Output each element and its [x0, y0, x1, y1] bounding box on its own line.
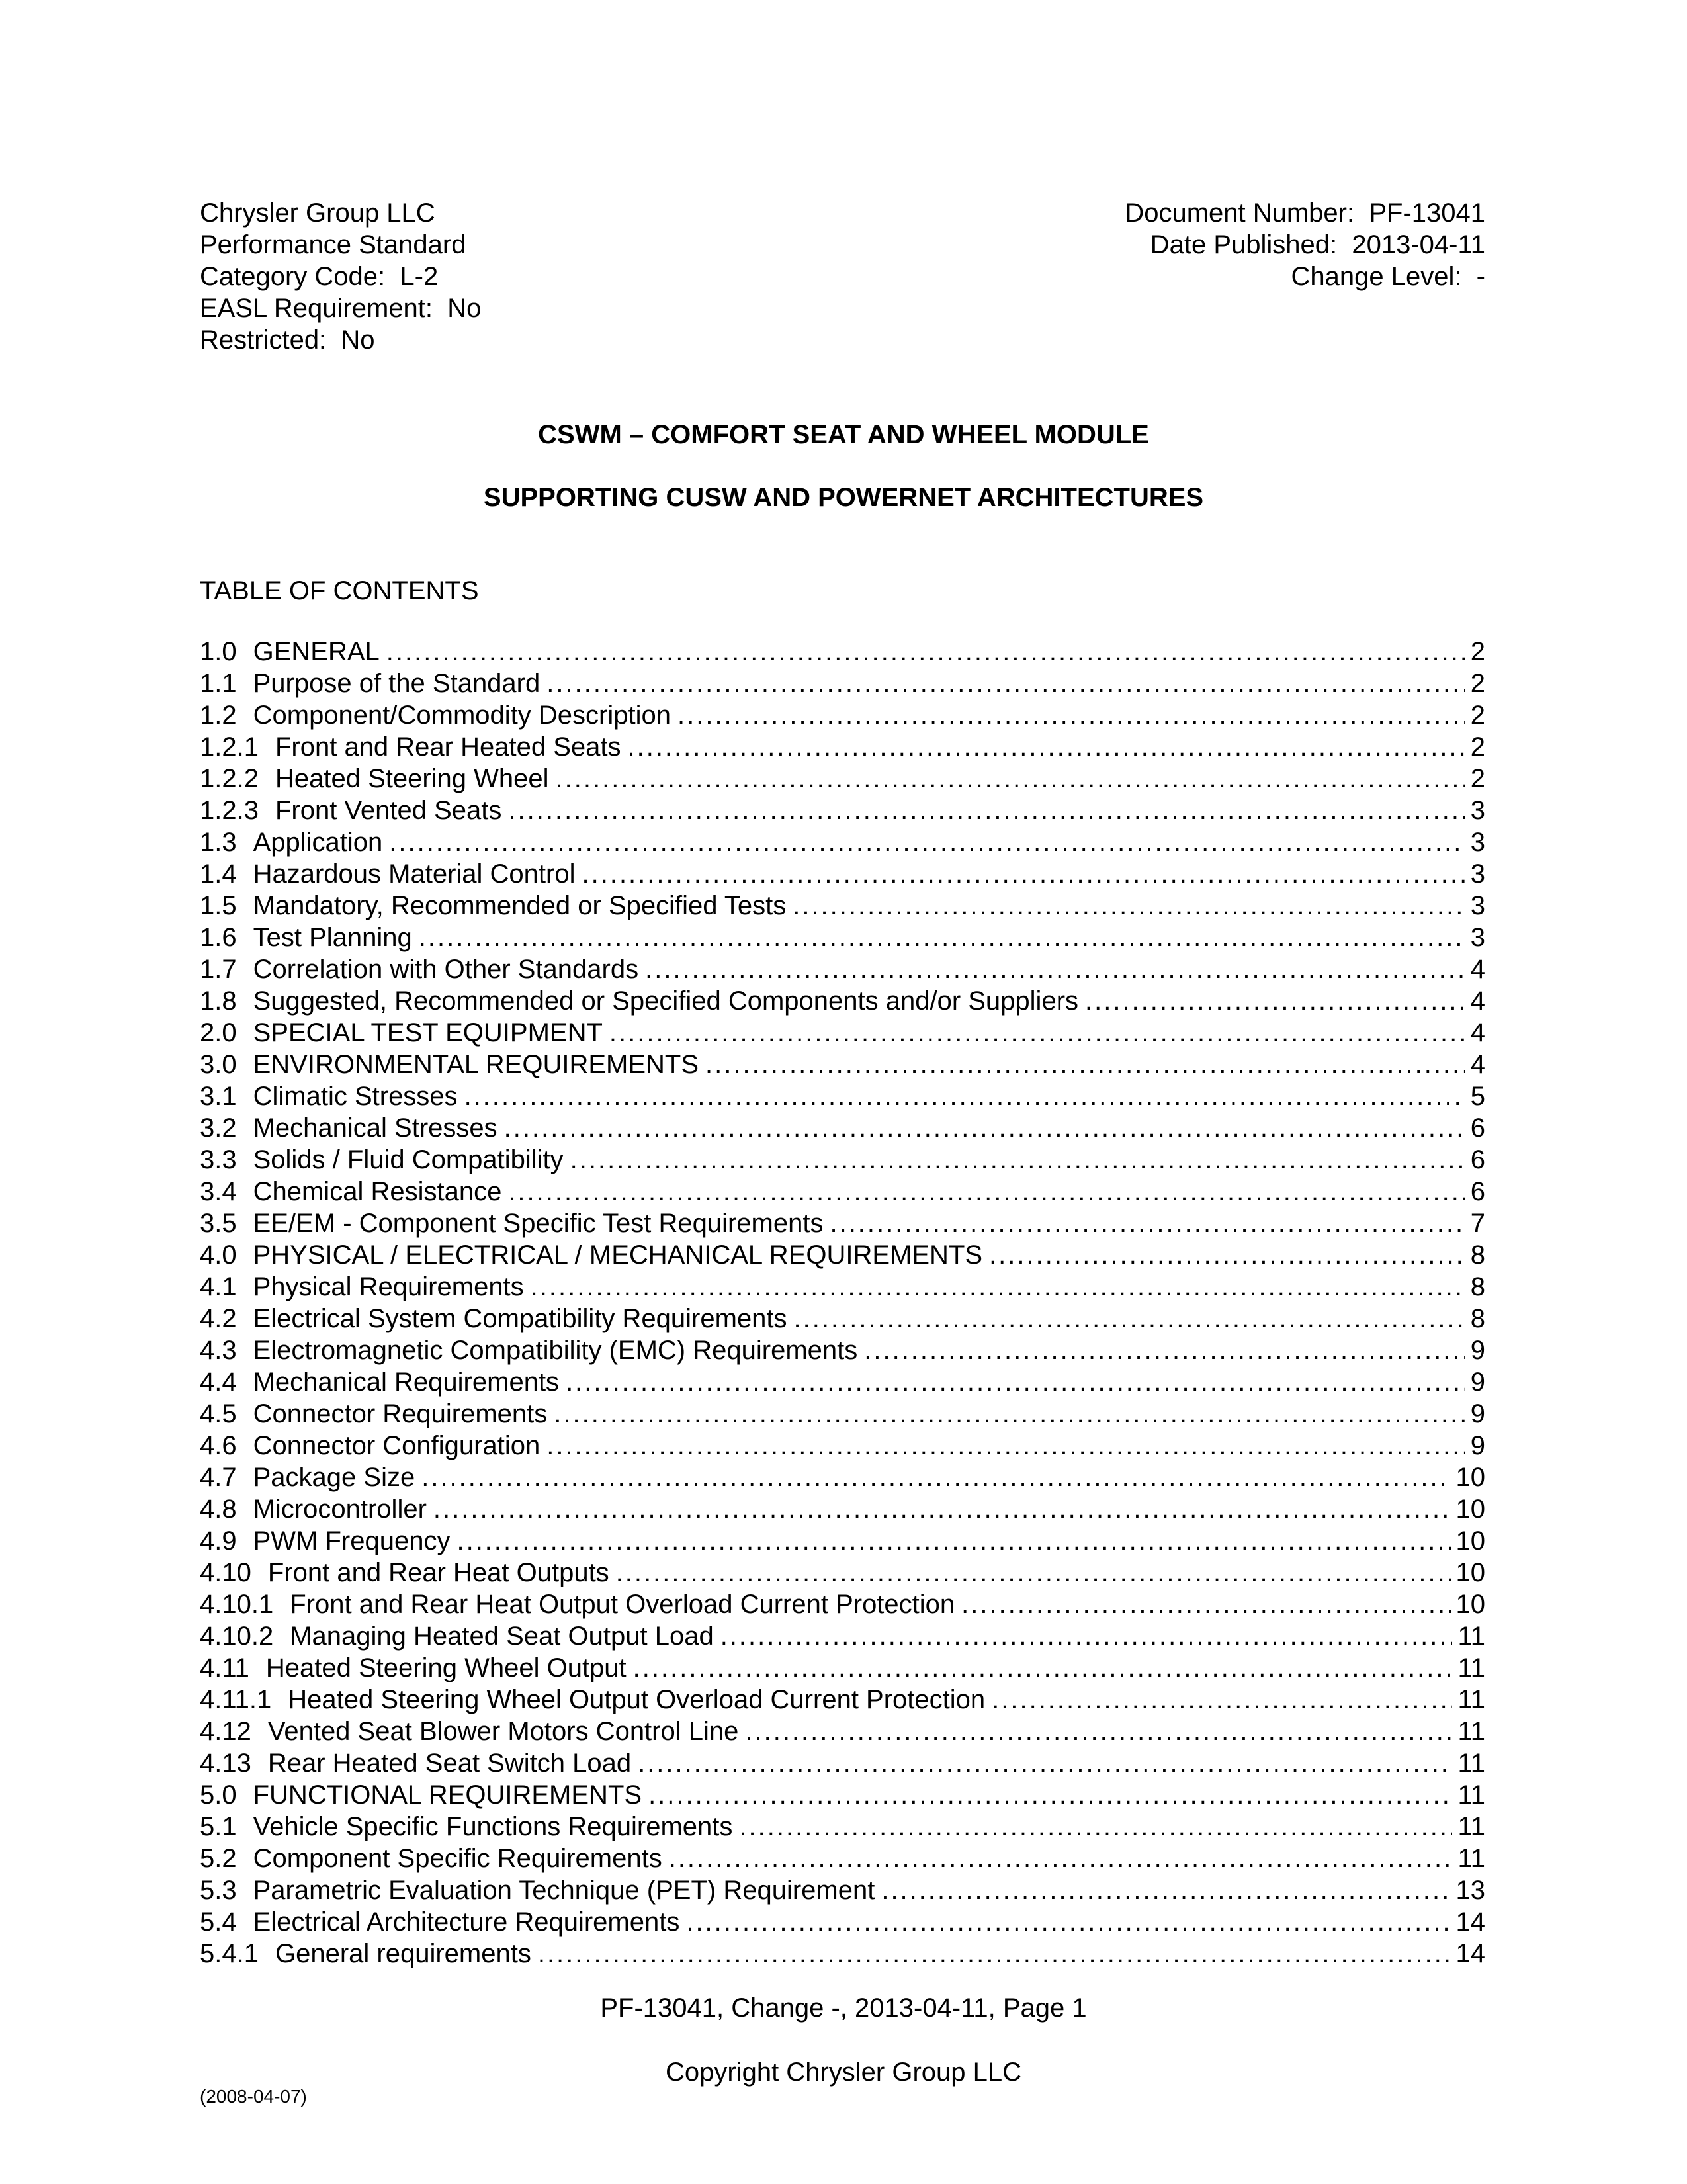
- toc-entry-number: 1.7: [200, 955, 237, 984]
- toc-entry-page: 14: [1455, 1939, 1485, 1968]
- toc-entry: [200, 1430, 1485, 1462]
- toc-entry-number: 3.4: [200, 1177, 237, 1206]
- toc-entry-page: 2: [1470, 637, 1485, 666]
- toc-entry-number: 4.11: [200, 1653, 249, 1682]
- toc-dot-leader: [793, 890, 1465, 922]
- toc-entry-title: Rear Heated Seat Switch Load: [267, 1749, 632, 1778]
- toc-dot-leader: [582, 858, 1465, 890]
- toc-dot-leader: [570, 1144, 1465, 1176]
- toc-entry-number: 1.4: [200, 859, 237, 889]
- toc-dot-leader: [421, 1462, 1450, 1493]
- toc-entry: [200, 699, 1485, 731]
- toc-dot-leader: [508, 795, 1465, 826]
- toc-dot-leader: [794, 1303, 1465, 1334]
- toc-dot-leader: [648, 1779, 1452, 1811]
- toc-entry-number: 1.8: [200, 986, 237, 1016]
- toc-dot-leader: [705, 1049, 1465, 1080]
- toc-entry: [200, 1906, 1485, 1938]
- toc-entry-number: 3.1: [200, 1082, 237, 1111]
- toc-entry-page: 4: [1470, 986, 1485, 1016]
- toc-entry-page: 4: [1470, 1050, 1485, 1079]
- toc-entry: [200, 1843, 1485, 1874]
- footer-doc-info: PF-13041, Change -, 2013-04-11, Page 1: [600, 1993, 1087, 2023]
- toc-dot-leader: [638, 1747, 1452, 1779]
- toc-entry-number: 4.8: [200, 1495, 237, 1524]
- toc-entry-title: Purpose of the Standard: [253, 669, 541, 698]
- toc-entry-title: Vented Seat Blower Motors Control Line: [267, 1717, 739, 1746]
- toc-entry-number: 4.5: [200, 1399, 237, 1428]
- toc-dot-leader: [686, 1906, 1450, 1938]
- toc-entry-title: GENERAL: [253, 637, 380, 666]
- toc-entry-page: 6: [1470, 1177, 1485, 1206]
- toc-dot-leader: [546, 1430, 1465, 1462]
- toc-entry-page: 11: [1457, 1844, 1485, 1873]
- toc-dot-leader: [645, 953, 1465, 985]
- toc-entry: [200, 985, 1485, 1017]
- toc-dot-leader: [677, 699, 1465, 731]
- toc-entry: [200, 1049, 1485, 1080]
- toc-entry-page: 10: [1455, 1590, 1485, 1619]
- toc-entry: [200, 1144, 1485, 1176]
- toc-entry-page: 6: [1470, 1145, 1485, 1174]
- toc-entry-title: General requirements: [275, 1939, 531, 1968]
- toc-entry: [200, 731, 1485, 763]
- toc-dot-leader: [616, 1557, 1451, 1589]
- header-left-field: Category Code: L-2: [200, 262, 439, 291]
- toc-dot-leader: [864, 1334, 1465, 1366]
- toc-entry-title: Heated Steering Wheel Output: [265, 1653, 627, 1682]
- toc-entry-page: 6: [1470, 1114, 1485, 1143]
- toc-entry-number: 1.2: [200, 701, 237, 730]
- toc-entry-number: 4.7: [200, 1463, 237, 1492]
- toc-entry-page: 2: [1470, 732, 1485, 762]
- toc-entry-page: 11: [1457, 1622, 1485, 1651]
- toc-entry-number: 4.11.1: [200, 1685, 272, 1714]
- toc-entry-number: 1.3: [200, 828, 237, 857]
- toc-entry: [200, 1493, 1485, 1525]
- toc-entry-number: 4.10: [200, 1558, 251, 1587]
- toc-entry-number: 3.3: [200, 1145, 237, 1174]
- toc-entry: [200, 890, 1485, 922]
- toc-entry-page: 7: [1470, 1209, 1485, 1238]
- toc-entry-number: 4.12: [200, 1717, 251, 1746]
- toc-entry-page: 10: [1455, 1558, 1485, 1587]
- toc-dot-leader: [546, 668, 1465, 699]
- toc-dot-leader: [1085, 985, 1465, 1017]
- toc-entry-number: 4.4: [200, 1368, 237, 1397]
- toc-entry-title: Connector Configuration: [253, 1431, 541, 1460]
- toc-entry-page: 2: [1470, 669, 1485, 698]
- toc-entry: [200, 1017, 1485, 1049]
- toc-entry-page: 10: [1455, 1526, 1485, 1555]
- header-left-field: Restricted: No: [200, 326, 375, 355]
- toc-entry-title: Application: [253, 828, 383, 857]
- toc-entry-title: Physical Requirements: [253, 1272, 524, 1301]
- toc-entry-number: 3.2: [200, 1114, 237, 1143]
- toc-entry-title: ENVIRONMENTAL REQUIREMENTS: [253, 1050, 699, 1079]
- toc-entry: [200, 1525, 1485, 1557]
- toc-entry-number: 4.6: [200, 1431, 237, 1460]
- toc-entry-page: 11: [1457, 1749, 1485, 1778]
- toc-entry: [200, 922, 1485, 953]
- toc-entry: [200, 1652, 1485, 1684]
- toc-entry-page: 14: [1455, 1907, 1485, 1937]
- toc-entry-page: 11: [1457, 1685, 1485, 1714]
- toc-entry-number: 1.1: [200, 669, 237, 698]
- toc-entry-page: 11: [1457, 1717, 1485, 1746]
- toc-entry-page: 9: [1470, 1368, 1485, 1397]
- toc-entry-title: Chemical Resistance: [253, 1177, 502, 1206]
- toc-entry-title: Managing Heated Seat Output Load: [290, 1622, 714, 1651]
- footer-form-date: (2008-04-07): [200, 2086, 307, 2107]
- document-title: CSWM – COMFORT SEAT AND WHEEL MODULE: [538, 420, 1149, 449]
- toc-entry: [200, 763, 1485, 795]
- toc-entry: [200, 1716, 1485, 1747]
- toc-entry-page: 3: [1470, 828, 1485, 857]
- toc-entry-number: 4.2: [200, 1304, 237, 1333]
- header-right-block: [1125, 197, 1485, 292]
- toc-entry: [200, 1271, 1485, 1303]
- toc-entry: [200, 1747, 1485, 1779]
- toc-entry-title: PHYSICAL / ELECTRICAL / MECHANICAL REQUIREMENTS: [253, 1241, 983, 1270]
- toc-entry: [200, 1080, 1485, 1112]
- toc-entry-title: Component Specific Requirements: [253, 1844, 662, 1873]
- toc-entry-number: 4.0: [200, 1241, 237, 1270]
- toc-dot-leader: [830, 1207, 1465, 1239]
- document-header: [200, 197, 1485, 356]
- toc-entry: [200, 1684, 1485, 1716]
- header-right-field: Date Published: 2013-04-11: [1150, 230, 1485, 259]
- toc-entry-title: Hazardous Material Control: [253, 859, 576, 889]
- toc-entry-number: 4.10.2: [200, 1622, 274, 1651]
- toc-entry-number: 5.3: [200, 1876, 237, 1905]
- toc-entry-page: 2: [1470, 764, 1485, 793]
- toc-entry-number: 2.0: [200, 1018, 237, 1047]
- toc-dot-leader: [633, 1652, 1453, 1684]
- toc-entry-number: 3.5: [200, 1209, 237, 1238]
- toc-entry: [200, 1874, 1485, 1906]
- toc-entry-page: 8: [1470, 1272, 1485, 1301]
- toc-dot-leader: [566, 1366, 1465, 1398]
- toc-entry-title: Mechanical Requirements: [253, 1368, 560, 1397]
- toc-entry-number: 4.3: [200, 1336, 237, 1365]
- toc-entry: [200, 1462, 1485, 1493]
- toc-dot-leader: [464, 1080, 1465, 1112]
- toc-entry: [200, 1207, 1485, 1239]
- toc-entry-title: FUNCTIONAL REQUIREMENTS: [253, 1780, 642, 1810]
- toc-entry-title: Package Size: [253, 1463, 415, 1492]
- toc-entry: [200, 1176, 1485, 1207]
- toc-entry-page: 2: [1470, 701, 1485, 730]
- toc-dot-leader: [556, 763, 1465, 795]
- toc-entry: [200, 668, 1485, 699]
- toc-entry-title: Front and Rear Heat Outputs: [267, 1558, 609, 1587]
- toc-entry-page: 11: [1457, 1780, 1485, 1810]
- toc-entry-page: 5: [1470, 1082, 1485, 1111]
- toc-entry-page: 11: [1457, 1653, 1485, 1682]
- header-left-field: EASL Requirement: No: [200, 294, 482, 323]
- toc-entry-title: Microcontroller: [253, 1495, 427, 1524]
- toc-dot-leader: [628, 731, 1465, 763]
- toc-entry: [200, 1811, 1485, 1843]
- toc-dot-leader: [961, 1589, 1450, 1620]
- toc-dot-leader: [745, 1716, 1452, 1747]
- toc-entry-page: 13: [1455, 1876, 1485, 1905]
- toc-entry-page: 10: [1455, 1463, 1485, 1492]
- toc-heading: TABLE OF CONTENTS: [200, 576, 479, 605]
- toc-dot-leader: [504, 1112, 1465, 1144]
- toc-entry: [200, 1366, 1485, 1398]
- toc-entry-title: PWM Frequency: [253, 1526, 451, 1555]
- toc-dot-leader: [538, 1938, 1451, 1970]
- toc-entry: [200, 1620, 1485, 1652]
- toc-entry: [200, 1239, 1485, 1271]
- toc-entry: [200, 1557, 1485, 1589]
- toc-entry-number: 5.1: [200, 1812, 237, 1841]
- toc-entry: [200, 1779, 1485, 1811]
- toc-entry: [200, 1589, 1485, 1620]
- toc-entry-title: Climatic Stresses: [253, 1082, 458, 1111]
- footer-copyright: Copyright Chrysler Group LLC: [666, 2058, 1021, 2087]
- toc-dot-leader: [881, 1874, 1450, 1906]
- toc-entry-title: Heated Steering Wheel Output Overload Current Protection: [288, 1685, 986, 1714]
- toc-entry-title: Electrical System Compatibility Requirements: [253, 1304, 787, 1333]
- toc-dot-leader: [433, 1493, 1451, 1525]
- toc-dot-leader: [739, 1811, 1452, 1843]
- toc-entry-title: Front Vented Seats: [275, 796, 502, 825]
- toc-entry-title: Test Planning: [253, 923, 412, 952]
- toc-dot-leader: [554, 1398, 1465, 1430]
- toc-entry-number: 5.0: [200, 1780, 237, 1810]
- header-left-field: Chrysler Group LLC: [200, 198, 435, 228]
- toc-entry: [200, 1398, 1485, 1430]
- toc-entry-number: 3.0: [200, 1050, 237, 1079]
- header-right-field: Document Number: PF-13041: [1125, 198, 1485, 228]
- toc-entry-title: Connector Requirements: [253, 1399, 548, 1428]
- header-left-block: [200, 197, 481, 356]
- toc-entry-page: 9: [1470, 1336, 1485, 1365]
- toc-entry-title: Mechanical Stresses: [253, 1114, 497, 1143]
- toc-entry: [200, 826, 1485, 858]
- toc-entry-title: Mandatory, Recommended or Specified Tests: [253, 891, 787, 920]
- toc-entry-page: 4: [1470, 1018, 1485, 1047]
- toc-dot-leader: [720, 1620, 1453, 1652]
- toc-entry-page: 3: [1470, 891, 1485, 920]
- toc-entry: [200, 1334, 1485, 1366]
- toc-entry-title: SPECIAL TEST EQUIPMENT: [253, 1018, 603, 1047]
- toc-entry-page: 3: [1470, 859, 1485, 889]
- toc-dot-leader: [456, 1525, 1450, 1557]
- toc-entry-page: 3: [1470, 923, 1485, 952]
- toc-entry: [200, 953, 1485, 985]
- toc-entry-page: 11: [1457, 1812, 1485, 1841]
- toc-dot-leader: [389, 826, 1465, 858]
- toc-entry: [200, 636, 1485, 668]
- toc-entry-number: 1.0: [200, 637, 237, 666]
- toc-entry-number: 4.9: [200, 1526, 237, 1555]
- toc-entry: [200, 1112, 1485, 1144]
- toc-dot-leader: [669, 1843, 1453, 1874]
- toc-entry-page: 8: [1470, 1304, 1485, 1333]
- toc-entry: [200, 1938, 1485, 1970]
- toc-entry: [200, 795, 1485, 826]
- toc-entry-title: Suggested, Recommended or Specified Components and/or Suppliers: [253, 986, 1079, 1016]
- toc-entry: [200, 858, 1485, 890]
- toc-entry-title: Electrical Architecture Requirements: [253, 1907, 680, 1937]
- toc-entry-number: 1.2.2: [200, 764, 259, 793]
- toc-entry-number: 1.2.1: [200, 732, 259, 762]
- toc-entry-page: 8: [1470, 1241, 1485, 1270]
- toc-entry-number: 1.2.3: [200, 796, 259, 825]
- toc-dot-leader: [508, 1176, 1465, 1207]
- toc-entry-title: Heated Steering Wheel: [275, 764, 549, 793]
- toc-entry-number: 5.4: [200, 1907, 237, 1937]
- toc-dot-leader: [992, 1684, 1452, 1716]
- toc-entry-title: Parametric Evaluation Technique (PET) Requirement: [253, 1876, 875, 1905]
- toc-entry-title: Front and Rear Heat Output Overload Current Protection: [290, 1590, 955, 1619]
- header-right-field: Change Level: -: [1291, 262, 1485, 291]
- toc-entry-title: Component/Commodity Description: [253, 701, 671, 730]
- toc-dot-leader: [531, 1271, 1465, 1303]
- toc-entry-title: Correlation with Other Standards: [253, 955, 639, 984]
- toc-entry-number: 5.4.1: [200, 1939, 259, 1968]
- toc-dot-leader: [609, 1017, 1465, 1049]
- toc-entry-title: Solids / Fluid Compatibility: [253, 1145, 564, 1174]
- toc-dot-leader: [386, 636, 1465, 668]
- document-subtitle: SUPPORTING CUSW AND POWERNET ARCHITECTURES: [483, 483, 1204, 512]
- toc-entry-page: 9: [1470, 1431, 1485, 1460]
- toc-entry-title: Front and Rear Heated Seats: [275, 732, 621, 762]
- toc-entry-number: 1.5: [200, 891, 237, 920]
- toc-entry-page: 4: [1470, 955, 1485, 984]
- toc-entry-number: 1.6: [200, 923, 237, 952]
- toc-entry: [200, 1303, 1485, 1334]
- toc-entry-page: 9: [1470, 1399, 1485, 1428]
- toc-entry-title: EE/EM - Component Specific Test Requirements: [253, 1209, 824, 1238]
- toc-dot-leader: [989, 1239, 1465, 1271]
- toc-entry-title: Vehicle Specific Functions Requirements: [253, 1812, 733, 1841]
- toc-entry-page: 10: [1455, 1495, 1485, 1524]
- toc-entry-number: 4.10.1: [200, 1590, 274, 1619]
- toc-entry-page: 3: [1470, 796, 1485, 825]
- toc-list: [200, 636, 1485, 1970]
- toc-entry-number: 5.2: [200, 1844, 237, 1873]
- toc-dot-leader: [419, 922, 1465, 953]
- toc-entry-number: 4.1: [200, 1272, 237, 1301]
- toc-entry-title: Electromagnetic Compatibility (EMC) Requirements: [253, 1336, 858, 1365]
- header-left-field: Performance Standard: [200, 230, 466, 259]
- toc-entry-number: 4.13: [200, 1749, 251, 1778]
